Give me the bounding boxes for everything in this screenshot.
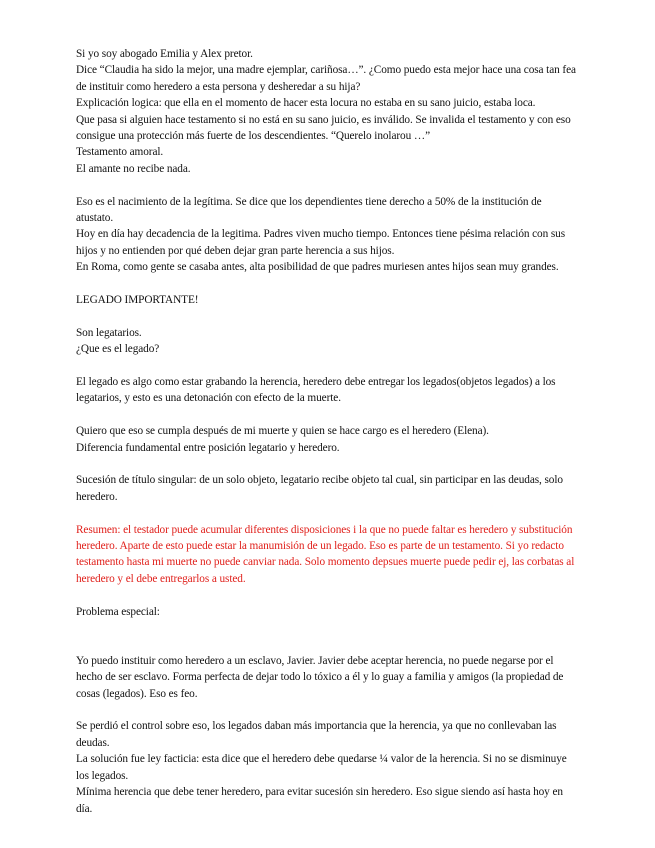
text-line: Se perdió el control sobre eso, los legados daban más importancia que la herencia, ya que no conllevaban las deudas. bbox=[76, 720, 557, 749]
text-line: En Roma, como gente se casaba antes, alta posibilidad de que padres muriesen antes hijos sean muy grandes. bbox=[76, 261, 559, 274]
text-line: Son legatarios. bbox=[76, 326, 142, 339]
paragraph-definicion-legado bbox=[76, 374, 576, 407]
paragraph-legitima bbox=[76, 194, 576, 276]
spacer bbox=[76, 636, 576, 652]
document-page bbox=[76, 46, 576, 833]
text-line: Sucesión de título singular: de un solo objeto, legatario recibe objeto tal cual, sin participar en las deudas, solo heredero. bbox=[76, 474, 563, 503]
text-line: Mínima herencia que debe tener heredero, para evitar sucesión sin heredero. Eso sigue siendo así hasta hoy en día. bbox=[76, 786, 563, 815]
heading-text: LEGADO IMPORTANTE! bbox=[76, 294, 199, 307]
paragraph-testamento bbox=[76, 46, 576, 177]
text-line: El legado es algo como estar grabando la herencia, heredero debe entregar los legados(objetos legados) a los legatarios, y esto es una detonación con efecto de la muerte. bbox=[76, 376, 556, 405]
text-line: Dice “Claudia ha sido la mejor, una madre ejemplar, cariñosa…”. ¿Como puedo esta mejor hace una cosa tan fea de instituir como heredero a esta persona y desheredar a su hija? bbox=[76, 64, 576, 93]
paragraph-legatarios bbox=[76, 325, 576, 358]
paragraph-sucesion bbox=[76, 472, 576, 505]
section-heading-legado bbox=[76, 292, 576, 308]
text-line: El amante no recibe nada. bbox=[76, 162, 191, 175]
text-line: Hoy en día hay decadencia de la legitima. Padres viven mucho tiempo. Entonces tiene pésima relación con sus hijos y no entienden por qué deben dejar gran parte herencia a sus hijos. bbox=[76, 228, 566, 257]
text-line: Resumen: el testador puede acumular diferentes disposiciones i la que no puede faltar es heredero y substitución heredero. Aparte de esto puede estar la manumisión de un legado. Eso es parte de un testamento. Si yo redacto testamento hasta mi muerte no puede canviar nada. Solo momento depsues muerte puede pedir ej, las corbatas al heredero y el debe entregarlos a usted. bbox=[76, 523, 575, 585]
text-line: Eso es el nacimiento de la legítima. Se dice que los dependientes tiene derecho a 50% de la institución de atustato. bbox=[76, 195, 542, 225]
paragraph-ley-facticia bbox=[76, 718, 576, 816]
text-line: Diferencia fundamental entre posición legatario y heredero. bbox=[76, 441, 340, 454]
text-line: ¿Que es el legado? bbox=[76, 343, 160, 356]
paragraph-problema-especial bbox=[76, 604, 576, 620]
paragraph-resumen bbox=[76, 522, 576, 588]
paragraph-heredero bbox=[76, 423, 576, 456]
text-line: Si yo soy abogado Emilia y Alex pretor. bbox=[76, 48, 253, 60]
text-line: Testamento amoral. bbox=[76, 146, 164, 159]
text-line: Que pasa si alguien hace testamento si no está en su sano juicio, es inválido. Se invalida el testamento y con eso consigue una protección más fuerte de los descendientes. “Querelo inolarou …” bbox=[76, 113, 571, 143]
text-line: Yo puedo instituir como heredero a un esclavo, Javier. Javier debe aceptar herencia, no puede negarse por el hecho de ser esclavo. Forma perfecta de dejar todo lo tóxico a él y lo guay a familia y amigos (la propiedad de cosas (legados). Eso es feo. bbox=[76, 654, 564, 700]
text-line: Quiero que eso se cumpla después de mi muerte y quien se hace cargo es el heredero (Elena). bbox=[76, 425, 489, 438]
text-line: Problema especial: bbox=[76, 605, 160, 618]
paragraph-esclavo bbox=[76, 653, 576, 702]
text-line: Explicación logica: que ella en el momento de hacer esta locura no estaba en su sano juicio, estaba loca. bbox=[76, 97, 536, 110]
text-line: La solución fue ley facticia: esta dice que el heredero debe quedarse ¼ valor de la herencia. Si no se disminuye los legados. bbox=[76, 753, 567, 782]
